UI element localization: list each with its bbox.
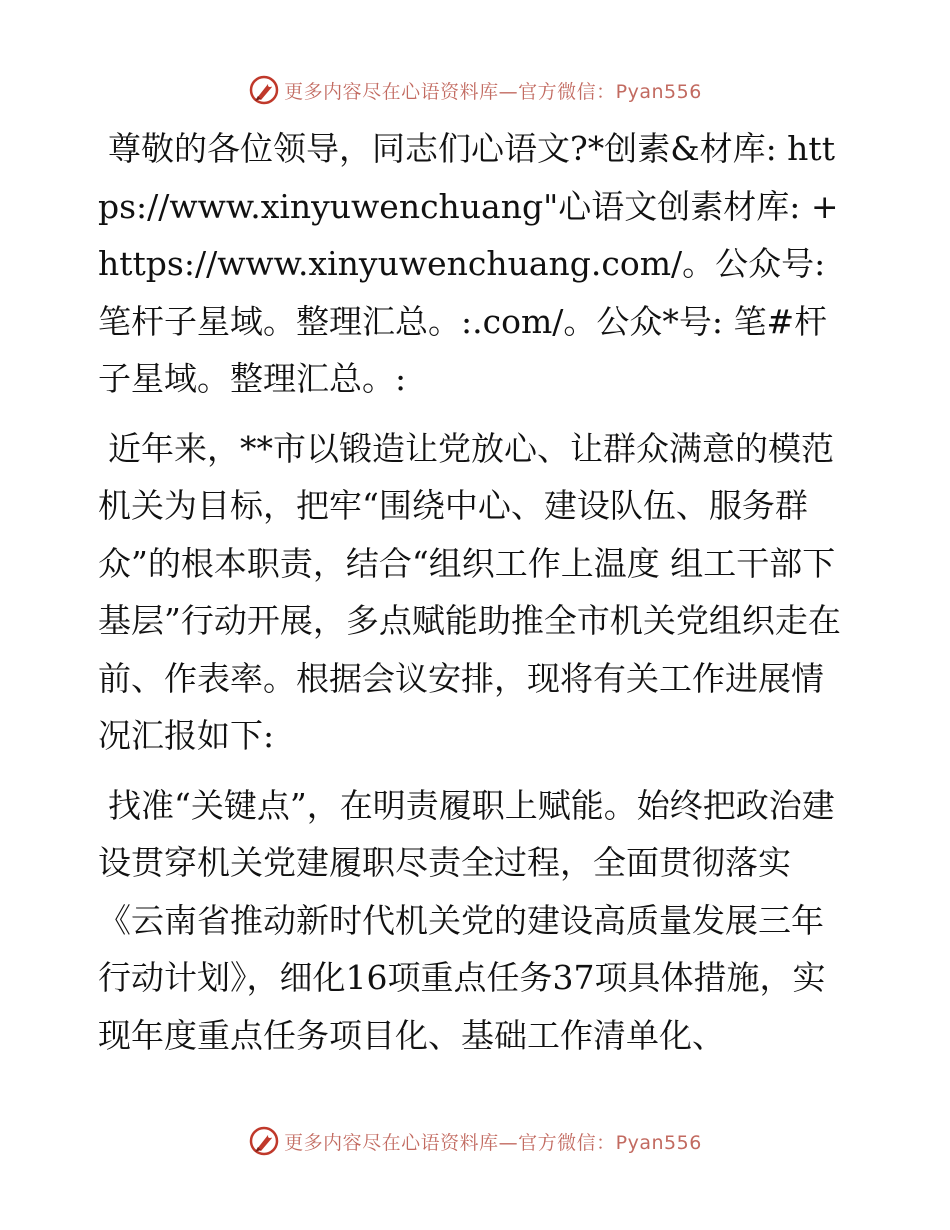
paragraph-greeting: 尊敬的各位领导，同志们心语文?*创素&材库: https://www.xinyuwenchuang"心语文创素材库: +https://www.xinyuwenchuang.com/。公众号: 笔杆子星域。整理汇总。:.com/。公众*号: 笔#杆子星域。整理汇总。: xyxy=(98,129,839,398)
paragraph-key-point: 找准“关键点”，在明责履职上赋能。始终把政治建设贯穿机关党建履职尽责全过程，全面贯彻落实《云南省推动新时代机关党的建设高质量发展三年行动计划》，细化16项重点任务37项具体措施，实现年度重点任务项目化、基础工作清单化、 xyxy=(98,785,835,1055)
pen-nib-logo-icon xyxy=(248,74,280,106)
pen-nib-logo-icon xyxy=(248,1125,280,1157)
document-body xyxy=(98,120,850,1076)
watermark-text: 更多内容尽在心语资料库—官方微信：Pyan556 xyxy=(284,80,702,103)
watermark-text: 更多内容尽在心语资料库—官方微信：Pyan556 xyxy=(284,1131,702,1154)
header-watermark xyxy=(0,70,950,110)
footer-watermark xyxy=(0,1121,950,1161)
paragraph-intro: 近年来，**市以锻造让党放心、让群众满意的模范机关为目标，把牢“围绕中心、建设队伍、服务群众”的根本职责，结合“组织工作上温度 组工干部下基层”行动开展，多点赋能助推全市机关党组织走在前、作表率。根据会议安排，现将有关工作进展情况汇报如下: xyxy=(98,428,841,755)
